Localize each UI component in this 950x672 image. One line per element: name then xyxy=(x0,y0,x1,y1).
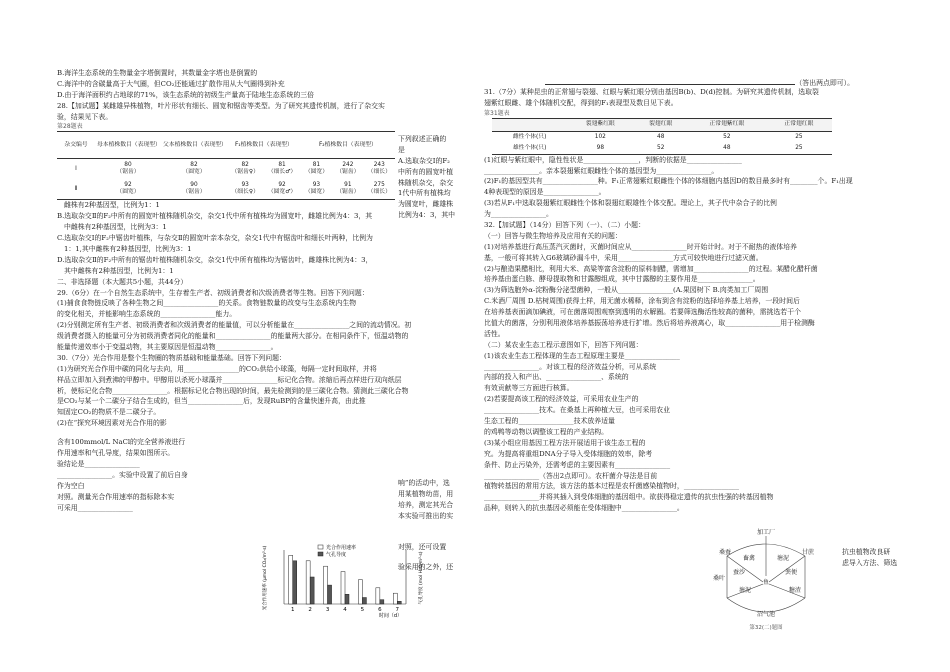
q31-line: ________________。亲本裂翅紫红眼雌性个体的基因型为________________。 xyxy=(484,166,719,175)
q32-line: (2)若要提高该工程的经济效益，可采用农业生产的 xyxy=(484,395,639,404)
t28-num: 243 xyxy=(373,161,385,168)
q28-table-caption: 第28题表 xyxy=(57,123,83,131)
q28-table xyxy=(57,131,395,200)
t28-header-f1: F₁植株数目（表现型） xyxy=(227,132,301,159)
q32-line: 在培养基表面滴加碘液，可在菌落周围观察到透明的水解圈。若要筛选酶活性较高的菌种，需挑选若干个 xyxy=(484,308,801,317)
t28-num: 81 xyxy=(312,161,321,168)
q32-side-text xyxy=(842,547,922,569)
legend-label: 光合作用速率 xyxy=(326,545,357,551)
q28-option-d-2: 其中雌株有2种基因型，比例为1：1 xyxy=(64,266,174,275)
q32-line: ________________。对该工程的经济效益分析，可从系统 xyxy=(484,362,657,371)
option-d-line: D.由于海洋面积约占地球的71%，该生态系统的初级生产量高于陆地生态系统的三倍 xyxy=(57,90,315,99)
q28-option-d: D.选取杂交Ⅱ的F₂中所有的锯齿叶植株随机杂交，杂交1代中所有植株均为锯齿叶，雌雄株比例为4：3， xyxy=(57,255,373,264)
q30-line: (1)为研究光合作用中碳的同化与去向，用________________的CO₂供给小球藻，每隔一定时间取样，并将 xyxy=(57,364,377,373)
q29-line: 能量传递效率小于变温动物，其主要原因是恒温动物________________。 xyxy=(57,343,278,352)
q32-stem: 32.【加试题】（14分）回答下列（一）、（二）小题： xyxy=(484,221,645,230)
q32-line: （一）回答与微生物培养及应用有关的问题： xyxy=(484,231,622,240)
answer-blank[interactable] xyxy=(545,76,795,85)
t28-num: 242 xyxy=(342,161,354,168)
bar-stomatal-2 xyxy=(310,577,314,604)
t28-pheno: （细长） xyxy=(367,169,391,176)
bar-photosynthesis-6 xyxy=(376,588,380,604)
y2-axis-label: 气孔导度 (mol H₂O/m²·s) xyxy=(419,551,424,605)
t28-cell xyxy=(161,159,227,180)
t28-pheno: （细长） xyxy=(367,189,391,196)
q30-line: 是CO₂与某一个二碳分子结合生成的，但当________________后，发现RuBP的含量快速升高，由此推 xyxy=(57,397,366,406)
diagram-node: 甘蔗 xyxy=(801,549,815,556)
q31-stem-2: 翅紫红眼雌、雄个体随机交配，得到的F₁表现型及数目见下表。 xyxy=(484,98,678,107)
q32-line: (1)该农业生态工程体现的生态工程原理主要是________________ xyxy=(484,351,680,360)
q28-stem: 28.【加试题】某雌雄异株植物，叶片形状有细长、圆宽和锯齿等类型。为了研究其遗传机制，进行了杂交实 xyxy=(57,101,385,110)
t28-pheno: （锯齿） xyxy=(336,189,360,196)
t28-pheno: （圆宽） xyxy=(304,189,329,196)
q28-option-b-2: 中雌株有2种基因型，比例为3：1 xyxy=(64,223,167,232)
t28-cell xyxy=(227,179,263,200)
t31-cell: 雄性个体(只) xyxy=(492,143,567,155)
t28-pheno: （圆宽） xyxy=(116,189,140,196)
x-tick-label: 1 xyxy=(290,607,295,613)
q28-option-b: B.选取杂交Ⅱ的F₂中所有的圆宽叶植株随机杂交，杂交1代中所有植株均为圆宽叶，雌雄比例为4：3，其 xyxy=(57,212,373,221)
q32-line: 品种，则转入的抗虫基因必须能在受体细胞中________________。 xyxy=(484,504,684,513)
t28-header-mother: 母本植株数目（表现型） xyxy=(95,132,161,159)
diagram-node: 桑蚕 xyxy=(718,549,732,556)
q32-eco-diagram xyxy=(705,526,827,632)
x-tick-label: 2 xyxy=(308,607,312,613)
q28-stem-2: 验，结果见下表。 xyxy=(57,112,113,121)
diagram-node: 塘泥 xyxy=(776,555,790,562)
t28-cell: Ⅰ xyxy=(75,165,77,172)
bar-stomatal-1 xyxy=(293,561,297,604)
diagram-node: 塘泥 xyxy=(738,587,752,594)
q30-tail-text: （答出两点即可）。 xyxy=(795,79,854,87)
x-tick-label: 3 xyxy=(325,607,330,613)
q30-bar-chart xyxy=(256,542,446,618)
bar-photosynthesis-1 xyxy=(289,555,293,604)
q32-side-line: 抗虫植物改良研 xyxy=(842,548,891,556)
bar-stomatal-3 xyxy=(328,585,332,604)
bar-photosynthesis-7 xyxy=(393,593,397,604)
q32-line: ________________并将其插入到受体细胞的基因组中。欲获得稳定遗传的抗虫性强的转基因植物 xyxy=(484,493,774,502)
diagram-node: 沼气池 xyxy=(756,611,776,618)
q32-line: (1)对培养基进行高压蒸汽灭菌时，灭菌时间应从________________时开始计时。对于不耐热的液体培养 xyxy=(484,242,797,251)
t31-header: 裂翅红眼 xyxy=(633,118,688,131)
t28-num: 90 xyxy=(190,181,198,188)
q31-line: (3)若从F₁中选取裂翅紫红眼雌性个体和裂翅红眼雄性个体交配。理论上，其子代中杂合子的比例 xyxy=(484,199,777,208)
q30-side-line: 验采用的之外，还 xyxy=(398,563,454,572)
q31-line: 为________________。 xyxy=(484,210,553,219)
t31-row-male xyxy=(492,143,832,155)
q32-line: (3)某小组应用基因工程方法开展适用于该生态工程的 xyxy=(484,438,646,447)
t28-num: 81 xyxy=(278,161,286,168)
bar-photosynthesis-3 xyxy=(324,566,328,604)
t31-header: 裂翅紫红眼 xyxy=(567,118,633,131)
diagram-caption: 第32(二)题图 xyxy=(749,625,783,631)
t28-num: 93 xyxy=(312,181,321,188)
q28-side-text xyxy=(398,134,470,221)
q30-line: 样品立即加入到煮沸的甲醇中。甲醇用以杀死小球藻并________________标记化合物。浓缩后再点样进行双向纸层 xyxy=(57,375,402,384)
q31-table-caption: 第31题表 xyxy=(484,109,510,117)
t31-cell: 102 xyxy=(594,133,606,140)
t28-num: 275 xyxy=(373,181,385,188)
t28-cell xyxy=(95,179,161,200)
x-tick-label: 5 xyxy=(360,607,365,613)
t31-header: 正常翅紫红眼 xyxy=(688,118,766,131)
q30-line: 析，使标记化合物________________。根据标记化合物出现的时间，最先检测到的是三碳化合物。猜测此三碳化合物 xyxy=(57,386,409,395)
q28-side-line: 下列叙述正确的 xyxy=(398,135,447,143)
q29-stem: 29.（6分）在一个自然生态系统中，生存着生产者、初级消费者和次级消费者等生物。回答下列问题： xyxy=(57,288,369,297)
q30-side-line: 响”的活动中，选 xyxy=(398,479,450,487)
q32-line: 究。为提高将重组DNA分子导入受体细胞的效率，除考 xyxy=(484,449,653,458)
q28-side-line: 比例为4：3，其中 xyxy=(398,211,456,220)
q31-line: (2)F₁的基因型共有________________种。F₁正常翅紫红眼雌性个体的体细胞内基因D的数目最多时有________个。F₁出现 xyxy=(484,177,853,186)
diagram-node: 粪便 xyxy=(784,569,798,576)
t28-header-f2: F₂植株数目（表现型） xyxy=(301,132,395,159)
q32-line: (2)与酿造果醋相比，利用大米、高粱等富含淀粉的原料制醋，需增加________________的过程。某醋化醋杆菌 xyxy=(484,264,818,273)
t28-cell xyxy=(301,179,332,200)
q28-side-line: 中所有的圆宽叶植 xyxy=(398,167,454,176)
q30-line: 对照。测量光合作用速率的指标除本实 xyxy=(57,492,175,501)
q32-line: 有效贡献等三方面进行核算。 xyxy=(484,384,574,393)
q32-side-line: 虑导入方法、筛选 xyxy=(842,558,898,567)
section-two-heading: 二、非选择题（本大题共5小题，共44分） xyxy=(57,277,188,286)
t28-cell xyxy=(364,179,395,200)
diagram-node: 畜禽 xyxy=(742,555,756,562)
t31-cell: 雌性个体(只) xyxy=(512,133,547,140)
t31-cell: 25 xyxy=(766,143,832,155)
bar-photosynthesis-2 xyxy=(306,561,310,604)
t28-num: 91 xyxy=(344,181,352,188)
diagram-arrow xyxy=(727,598,805,612)
bar-stomatal-7 xyxy=(397,601,401,604)
q29-line: 级消费者摄入的能量可分为初级消费者同化的能量和________________的能量两大部分。在相同条件下，恒温动物的 xyxy=(57,332,409,341)
q31-line: (1)红眼与紫红眼中，隐性性状是________________，判断的依据是________________ xyxy=(484,155,742,164)
q32-line: 生态工程的________________技术放养适量 xyxy=(484,417,615,426)
t28-header-cross: 杂交编号 xyxy=(57,132,95,159)
q30-side-line: 用某植物幼苗，用 xyxy=(398,489,454,498)
q31-stem: 31.（7分）某种昆虫的正常翅与裂翅、红眼与紫红眼分别由基因B(b)、D(d)控制。为研究其遗传机制，选取裂 xyxy=(484,87,819,96)
q28-side-line: 为圆宽叶，雌雄株 xyxy=(398,200,454,209)
t28-num: 92 xyxy=(124,181,132,188)
q30-line: ________________。实验中设置了前后自身 xyxy=(57,470,188,479)
q32-line: 比值大的菌落，分别利用液体培养基振荡培养进行扩增。然后将培养液离心，取________________用于检测酶 xyxy=(484,319,815,328)
option-c-line: C.海洋中的含碳量高于大气圈，但CO₂还能通过扩散作用从大气圈得到补充 xyxy=(57,79,285,88)
t28-header-father: 父本植株数目（表现型） xyxy=(161,132,227,159)
y-axis-label: 光合作用速率 (μmol CO₂/m²·s) xyxy=(263,545,268,611)
q28-side-line: A.选取杂交Ⅰ的F₂ xyxy=(398,156,450,165)
q32-line: ________________技术。在桑基上再种植大豆，也可采用农业 xyxy=(484,406,671,415)
t28-pheno: （圆宽） xyxy=(182,169,206,176)
t28-num: 80 xyxy=(124,161,132,168)
q30-line: 作为空白 xyxy=(57,481,85,490)
q32-line: 活性。 xyxy=(484,329,505,338)
x-axis-label: 时间（d） xyxy=(378,613,402,618)
q32-line: 培养基由蛋白胨、酵母提取物和甘露醇组成，其中甘露醇的主要作用是________________。 xyxy=(484,275,760,284)
diagram-node: 鱼 xyxy=(762,579,770,586)
q32-line: 基，一般可将其转入G6玻璃砂漏斗中，采用________________方式可较快地进行过滤灭菌。 xyxy=(484,253,763,262)
q28-option-a-tail: 雌株有2种基因型，比例为1：1 xyxy=(64,201,160,210)
t28-row-1 xyxy=(57,159,395,180)
t31-row-female xyxy=(492,131,832,143)
t31-cell: 48 xyxy=(688,143,766,155)
q31-line: 4种表现型的原因是________________。 xyxy=(484,188,606,197)
t28-pheno: （锯齿♀） xyxy=(231,169,259,176)
t28-num: 92 xyxy=(278,181,286,188)
t31-cell: 25 xyxy=(795,133,803,140)
t28-cell xyxy=(161,179,227,200)
x-tick-label: 6 xyxy=(378,607,382,613)
q30-tail xyxy=(484,76,894,87)
diagram-node: 蚕沙 xyxy=(732,569,746,576)
t28-row-2 xyxy=(57,179,395,200)
t28-pheno: （细长♂） xyxy=(267,169,297,176)
q32-line: (3)为筛选胞外α-淀粉酶分泌型菌种，一般从________________(A.果园树下 B.肉类加工厂周围 xyxy=(484,286,769,295)
t28-pheno: （圆宽） xyxy=(304,169,329,176)
t28-cell xyxy=(332,159,363,180)
bar-photosynthesis-4 xyxy=(341,572,345,604)
t28-cell xyxy=(332,179,363,200)
diagram-node: 加工厂 xyxy=(756,529,776,536)
q30-line: 含有100mmol/L NaCl的完全营养液进行 xyxy=(57,438,186,447)
t28-num: 93 xyxy=(241,181,249,188)
t28-pheno: （细长♀） xyxy=(231,189,259,196)
t31-header: 正常翅红眼 xyxy=(766,118,832,131)
bar-stomatal-4 xyxy=(345,594,349,604)
t28-cell xyxy=(95,159,161,180)
q32-line: 植物转基因的常用方法，该方法的基本过程是农杆菌感染植物时，________________ xyxy=(484,482,739,491)
legend-label: 气孔导度 xyxy=(326,552,347,558)
x-tick-label: 7 xyxy=(395,607,400,613)
q32-line: ________________（答出2点即可）。农杆菌介导法是目前 xyxy=(484,471,658,480)
diagram-node: 桑叶 xyxy=(712,575,726,582)
t28-num: 82 xyxy=(241,161,249,168)
t28-cell xyxy=(301,159,332,180)
q28-option-c: C.选取杂交Ⅰ的F₂中锯齿叶植株，与杂交Ⅱ的圆宽叶亲本杂交，杂交1代中有锯齿叶和细长叶两种，比例为 xyxy=(57,234,373,243)
q31-table xyxy=(492,118,832,155)
q30-stem: 30.（7分）光合作用是整个生物圈的物质基础和能量基础。回答下列问题： xyxy=(57,353,286,362)
bar-stomatal-5 xyxy=(362,598,366,604)
q32-line: 内部的投入和产出、________________、系统的 xyxy=(484,373,629,382)
q32-line: （二）某农业生态工程示意图如下，回答下列问题： xyxy=(484,340,643,349)
right-column xyxy=(484,76,894,514)
q30-side-line: 培养，测定其光合 xyxy=(398,500,454,509)
t28-cell xyxy=(364,159,395,180)
bar-stomatal-6 xyxy=(380,600,384,604)
q29-line: (2)分别测定所有生产者、初级消费者和次级消费者的能量值，可以分析能量在________________之间的流动情况。初 xyxy=(57,321,412,330)
t28-pheno: （锯齿） xyxy=(116,169,140,176)
q30-side-line: 对照，还可设置 xyxy=(398,542,447,551)
option-b-line: B.海洋生态系统的生物量金字塔倒置时，其数量金字塔也是倒置的 xyxy=(57,69,258,77)
t31-header xyxy=(492,118,567,131)
q30-side-line: 本实验可推出的实 xyxy=(398,511,454,520)
q30-line: 可采用________________ xyxy=(57,503,133,512)
q28-side-line: 株随机杂交，杂交 xyxy=(398,178,454,187)
t28-pheno: （圆宽♂） xyxy=(267,189,297,196)
q28-side-line: 是 xyxy=(398,145,405,154)
q32-line: 的鸡鸭等动物以调整该工程的产业结构。 xyxy=(484,427,609,436)
t28-cell xyxy=(227,159,263,180)
t28-num: 82 xyxy=(190,161,198,168)
t28-cell xyxy=(263,179,300,200)
q30-line: 验结论是________________ xyxy=(57,459,140,468)
q30-line: 作用速率和气孔导度，结果如图所示。 xyxy=(57,449,175,458)
t31-cell: 98 xyxy=(567,143,633,155)
q30-line: (2)在“探究环境因素对光合作用的影 xyxy=(57,419,167,428)
legend-swatch-photosynthesis xyxy=(318,545,323,549)
t28-pheno: （锯齿） xyxy=(182,189,206,196)
q30-line: 知固定CO₂的物质不是二碳分子。 xyxy=(57,408,161,417)
q28-side-line: 1代中所有植株均 xyxy=(398,189,451,198)
q32-line: C.米酒厂周围 D.枯树周围)获得土样，用无菌水稀释，涂布到含有淀粉的选择培养基上培养，一段时间后 xyxy=(484,297,800,306)
t28-cell: Ⅱ xyxy=(57,179,95,200)
q28-option-c-2: 1：1,其中雌株有2种基因型，比例为3：1 xyxy=(64,245,192,254)
x-tick-label: 4 xyxy=(343,607,347,613)
q29-line: (1)捕食食物链反映了各种生物之间________________的关系。食物链数量的改变与生态系统内生物 xyxy=(57,299,357,308)
q32-line: 条件、防止污染外，还需考虑的主要因素有________________ xyxy=(484,460,671,469)
t28-pheno: （锯齿） xyxy=(336,169,360,176)
t28-cell xyxy=(263,159,300,180)
t31-cell: 48 xyxy=(657,133,665,140)
t31-cell: 52 xyxy=(633,143,688,155)
diagram-node: 糖渣 xyxy=(788,587,802,594)
t31-cell: 52 xyxy=(723,133,731,140)
bar-photosynthesis-5 xyxy=(358,580,362,604)
q29-line: 的变化相关，并能影响生态系统的________________能力。 xyxy=(57,310,237,319)
legend-swatch-stomatal xyxy=(318,552,323,556)
